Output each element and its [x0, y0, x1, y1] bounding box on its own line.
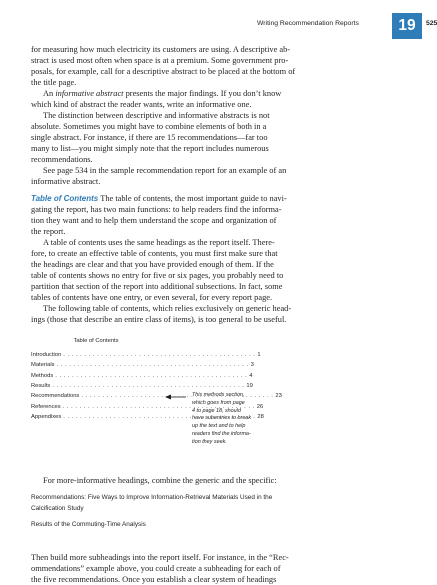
toc-entry: Recommendations . . . 23	[31, 391, 161, 401]
example-heading-recommendations: Recommendations: Five Ways to Improve Information-Retrieval Materials Used in the Calcification Study	[31, 494, 273, 512]
body-text-bottom	[31, 552, 386, 585]
toc-entry: Materials . . . 3	[31, 360, 161, 370]
toc-leader-dots	[63, 352, 255, 358]
body-text-informative-headings	[31, 475, 386, 486]
toc-entry: Appendixes . . . 28	[31, 412, 161, 422]
chapter-number-badge: 19	[392, 13, 422, 39]
run-in-heading-table-of-contents: Table of Contents	[31, 194, 99, 203]
example-headings	[31, 492, 391, 535]
toc-title: Table of Contents	[73, 338, 119, 344]
paragraph-subheadings: Then build more subheadings into the report itself. For instance, in the “Rec- ommendations” example above, you could create a subheading for each of the five recommendations. Once you establish a clear system of headings	[31, 553, 289, 584]
paragraph-1: for measuring how much electricity its customers are using. A descriptive ab- stract is used most often when space is at a premium. Some government pro- posals, for example, call for a descriptive abstract to be placed at the bottom of the title page.	[31, 45, 296, 87]
toc-leader-dots	[55, 373, 247, 379]
paragraph-informative-abstract: An informative abstract presents the major findings. If you don’t know which kind of abstract the reader wants, write an informative one.	[31, 89, 282, 109]
paragraph-see-page: See page 534 in the sample recommendation report for an example of an informative abstract.	[31, 166, 287, 186]
toc-entry: References . . . 26	[31, 401, 161, 411]
toc-entry: Results . . . 19	[31, 381, 161, 391]
page-number: 525	[426, 20, 437, 27]
toc-leader-dots	[52, 383, 244, 389]
annotation-arrow-icon	[165, 394, 187, 400]
running-header-title: Writing Recommendation Reports	[257, 20, 359, 27]
example-heading-results: Results of the Commuting-Time Analysis	[31, 521, 146, 528]
paragraph-distinction: The distinction between descriptive and informative abstracts is not absolute. Sometimes you might have to combine elements of both in a single abstract. For instance, if there are 15 recommendations—far too many to list—you might simply note that the report includes numerous recommendations.	[31, 111, 270, 164]
toc-entry: Introduction . . . 1	[31, 350, 161, 360]
paragraph-table-of-contents: Table of Contents The table of contents, the most important guide to navi- gating the report, has two main functions: to help readers find the informa- tion they want and to help them understand the scope and organization of the report.	[31, 194, 287, 236]
paragraph-headings: A table of contents uses the same headings as the report itself. There- fore, to create an effective table of contents, you must first make sure that the headings are clear and that you have provided enough of them. If the table of contents shows no entry for five or six pages, you probably need to partition that section of the report into additional subsections. In fact, some tables of contents have one entry, or even several, for every report page.	[31, 238, 284, 302]
term-informative-abstract: informative abstract	[55, 89, 124, 98]
body-text-top	[31, 44, 386, 325]
toc-leader-dots	[57, 362, 249, 368]
toc-entry: Methods . . . 4	[31, 371, 161, 381]
margin-annotation: This methods section, which goes from page 4 to page 18, should have subentries to break up the text and to help readers find the informa- tion they seek.	[192, 392, 252, 445]
paragraph-generic-headings: The following table of contents, which relies exclusively on generic head- ings (those that describe an entire class of items), is too general to be useful.	[31, 304, 292, 324]
paragraph-informative-headings: For more-informative headings, combine the generic and the specific:	[43, 476, 277, 485]
